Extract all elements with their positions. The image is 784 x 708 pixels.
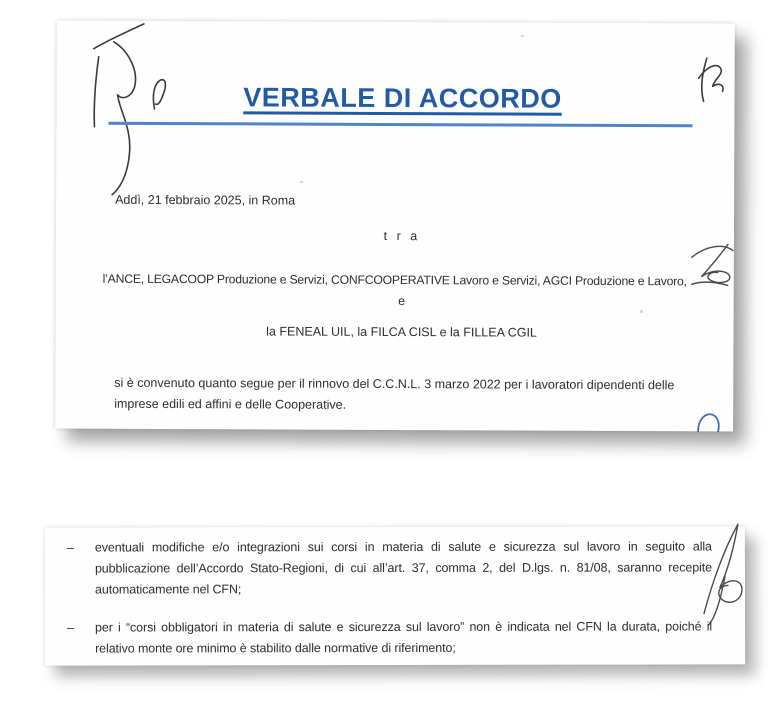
and-label: e [398,294,406,309]
title-rule [108,122,692,127]
document-clauses-excerpt [45,526,745,665]
bullet-dash: – [66,540,74,555]
clause-text: eventuali modifiche e/o integrazioni sui corsi in materia di salute e sicurezza sul lavoro in seguito alla pubblicazione dell’Accordo Stato-Regioni, di cui all’art. 37, comma 2, del D.lgs. n. 81/08, saranno recepite automaticamente nel CFN; [94,539,712,597]
clause-list [67,536,712,676]
blue-pen-arc-icon [696,412,722,431]
document-verbale-di-accordo [55,21,735,432]
pen-initial-top-right-icon [695,56,729,106]
unions-parties-line: la FENEAL UIL, la FILCA CISL e la FILLEA CGIL [266,324,537,340]
scan-speck [521,35,524,37]
scan-speck [300,181,303,183]
clause-item [67,536,712,600]
between-label: t r a [383,228,421,244]
scan-speck [640,310,643,313]
clause-text: per i “corsi obbligatori in materia di salute e sicurezza sul lavoro” non è indicata nel CFN la durata, poiché il relativo monte ore minimo è stabilito dalle normative di riferimento; [95,619,713,656]
date-line: Addì, 21 febbraio 2025, in Roma [115,192,296,208]
document-title: VERBALE DI ACCORDO [243,82,562,114]
employers-parties-line: l’ANCE, LEGACOOP Produzione e Servizi, CONFCOOPERATIVE Lavoro e Servizi, AGCI Produzione e Lavoro, [102,271,687,289]
clause-item [67,616,712,659]
bullet-dash: – [67,620,75,635]
agreement-paragraph: si è convenuto quanto segue per il rinnovo del C.C.N.L. 3 marzo 2022 per i lavoratori dipendenti delle imprese edili ed affini e delle Cooperative. [114,375,675,412]
